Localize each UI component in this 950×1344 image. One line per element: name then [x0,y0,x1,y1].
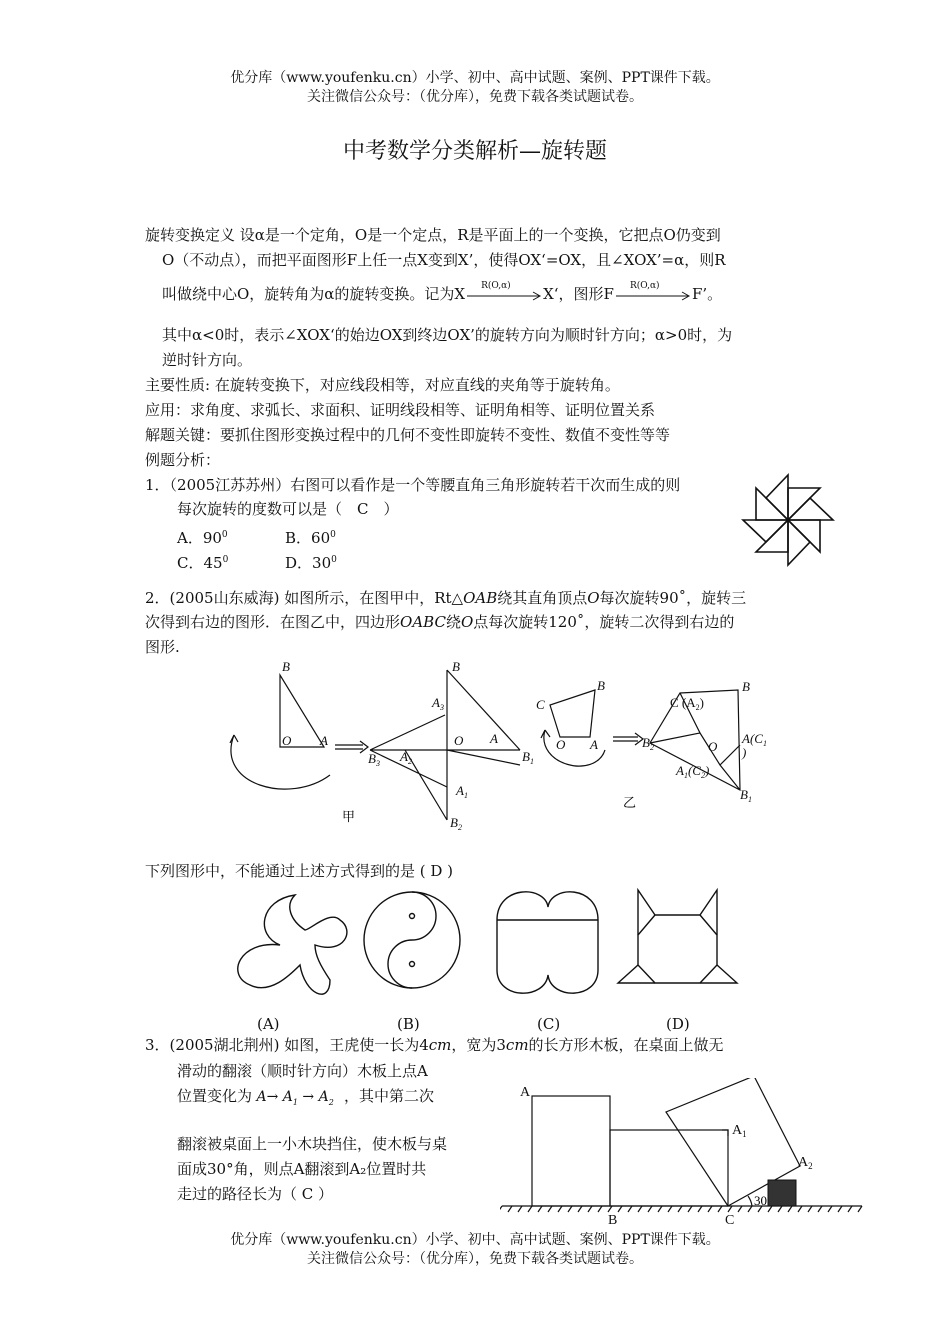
svg-text:B2: $B_2$ [450,815,462,832]
svg-text:A3: $A_3$ [432,695,444,712]
svg-text:O: O [454,733,464,748]
svg-text:O: O [708,739,718,754]
footer-line-2: 关注微信公众号：（优分库），免费下载各类试题试卷。 [307,1251,643,1267]
svg-text:B1: $B_1$ [522,749,534,766]
path-formula: $A\to A_1 \to A_2$ [252,1089,334,1107]
arrow-label-2: R(O,α) [629,281,660,291]
footer-line-1: 优分库（www.youfenku.cn）小学、初中、高中试题、案例、PPT课件下载。 [230,1232,720,1248]
svg-text:B: B [282,659,290,674]
q3-line-4: 翻滚被桌面上一小木块挡住，使木板与桌 [177,1135,448,1153]
q2-figure-jia-yi [220,655,800,835]
svg-text:A2: $A_2$ [798,1155,813,1171]
fig-yi-label: 乙 [623,795,637,810]
mapping-arrow-2 [614,281,692,303]
note-line-2: 逆时针方向。 [162,351,253,369]
definition-line-3 [162,283,722,305]
svg-text:A: A [490,731,498,746]
key: 解题关键：要抓住图形变换过程中的几何不变性即旋转不变性、数值不变性等等 [145,426,671,444]
examples-label: 例题分析： [145,451,221,469]
q3-board-figure [500,1078,870,1230]
q1-option-d: D．$30^0$ [285,554,337,572]
svg-text:A2: $A_2$ [400,749,412,766]
svg-text:O: O [556,737,566,752]
svg-text:B3: $B_3$ [368,751,380,768]
q1-line-1: 1．（2005江苏苏州）右图可以看作是一个等腰直角三角形旋转若干次而生成的则 [145,476,681,494]
q2-question: 下列图形中，不能通过上述方式得到的是 ( D ) [145,862,454,880]
choice-c-label: (C) [537,1015,561,1033]
svg-text:C (A2): C $(A_2)$ [670,695,704,712]
svg-text:A1: $A_1$ [732,1123,747,1139]
choice-b-label: (B) [397,1015,420,1033]
definition-text-a: 叫做绕中心O，旋转角为α的旋转变换。记为X [162,285,466,303]
application: 应用：求角度、求弧长、求面积、证明线段相等、证明角相等、证明位置关系 [145,401,656,419]
svg-text:O: O [282,733,292,748]
pinwheel-figure [735,470,845,570]
mapping-arrow [465,281,543,303]
q3-line-5: 面成30°角，则点A翻滚到A₂位置时共 [177,1160,427,1178]
q1-line-2: 每次旋转的度数可以是（ C ） [177,500,399,518]
definition-text-c: F’。 [691,285,723,303]
q3-line-6: 走过的路径长为（ C ） [177,1185,334,1203]
svg-text:B1: $B_1$ [740,787,752,804]
svg-text:B: B [597,678,605,693]
svg-text:A: A [320,733,328,748]
fig-jia-label: 甲 [342,809,356,824]
q3-line-1: 3．(2005湖北荆州) 如图，王虎使一长为4cm，宽为3cm的长方形木板，在桌面上做无 [145,1036,724,1054]
svg-text:B2: $B_2$ [642,735,654,752]
q1-option-a: A．$90^0$ [177,529,228,547]
angle-label: 30 [754,1193,767,1208]
definition-line-2: O（不动点），而把平面图形F上任一点X变到X’，使得OX‘=OX，且∠XOX’=α，则R [162,251,726,269]
q1-option-b: B．$60^0$ [285,529,336,547]
choice-d-label: (D) [666,1015,690,1033]
svg-text:B: B [452,659,460,674]
svg-text:A1: $A_1$ [456,783,468,800]
q3-line-3: 位置变化为 $A\to A_1 \to A_2$ ，其中第二次 [177,1085,434,1114]
choice-a-label: (A) [257,1015,280,1033]
q2-line-2: 次得到右边的图形．在图乙中，四边形OABC绕O点每次旋转120˚，旋转二次得到右边的 [145,613,735,631]
svg-text:): ) [742,745,747,760]
properties: 主要性质: 在旋转变换下，对应线段相等，对应直线的夹角等于旋转角。 [145,376,620,394]
q1-option-c: C．$45^0$ [177,554,229,572]
note-line-1: 其中α<0时，表示∠XOX‘的始边OX到终边OX’的旋转方向为顺时针方向；α>0时，为 [162,326,733,344]
svg-text:A(C1: $A(C_1$ [742,731,767,748]
header-line-2: 关注微信公众号：（优分库），免费下载各类试题试卷。 [307,89,643,105]
svg-text:A: A [590,737,598,752]
svg-text:C: C [725,1213,735,1228]
definition-line-1: 旋转变换定义 设α是一个定角，O是一个定点，R是平面上的一个变换，它把点O仍变到 [145,226,721,244]
header-line-1: 优分库（www.youfenku.cn）小学、初中、高中试题、案例、PPT课件下载。 [230,70,720,86]
page-title: 中考数学分类解析—旋转题 [342,139,607,164]
q2-line-3: 图形. [145,638,180,656]
q2-choice-shapes [220,885,750,1015]
svg-text:C: C [536,697,545,712]
svg-text:A: A [520,1085,531,1100]
arrow-label: R(O,α) [481,281,511,291]
q3-line-2: 滑动的翻滚（顺时针方向）木板上点A [177,1062,428,1080]
svg-text:A1(C2): $A_1(C_2)$ [676,763,710,780]
definition-text-b: X‘，图形F [543,285,614,303]
svg-text:B: B [608,1213,618,1228]
svg-text:B: B [742,679,750,694]
q2-line-1: 2．(2005山东威海) 如图所示，在图甲中，Rt△OAB绕其直角顶点O每次旋转90˚，旋转三 [145,589,747,607]
